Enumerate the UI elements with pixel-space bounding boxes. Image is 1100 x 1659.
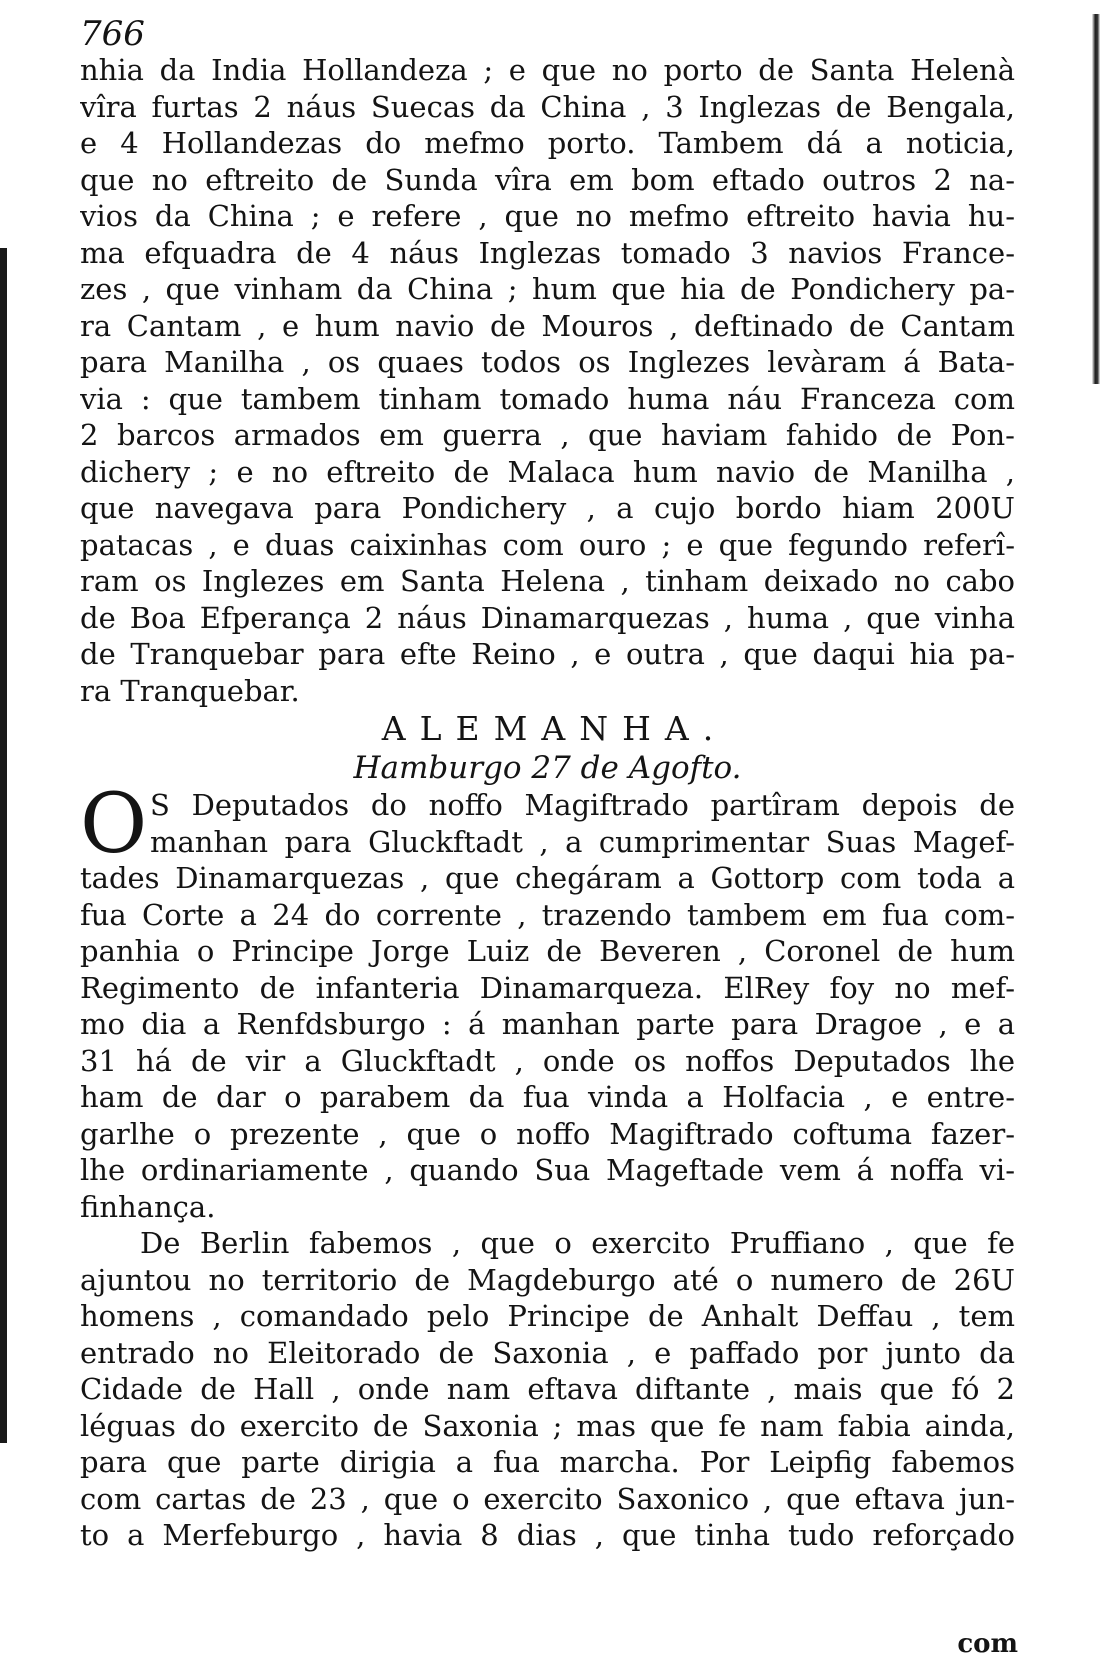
text-line: e 4 Hollandezas do mefmo porto. Tambem dá a noticia, [80,126,1015,160]
paragraph-berlin [80,1225,1015,1554]
paragraph-hamburg [80,777,1015,1225]
text-line: para que parte dirigia a fua marcha. Por Leipfig fabemos [80,1445,1015,1479]
text-line: 31 há de vir a Gluckftadt , onde os noffos Deputados lhe [80,1043,1015,1078]
text-line: ra Tranquebar. [80,673,300,708]
paragraph-news-india [80,52,1015,709]
text-line: que no eftreito de Sunda vîra em bom eftado outros 2 na- [80,162,1015,197]
page-number: 766 [80,14,145,54]
section-dateline: Hamburgo 27 de Agofto. [353,750,742,786]
text-line: ma efquadra de 4 náus Inglezas tomado 3 navios France- [80,235,1015,270]
text-line: entrado no Eleitorado de Saxonia , e paffado por junto da [80,1335,1015,1370]
binding-shadow-left [0,248,7,1443]
text-line: ham de dar o parabem da fua vinda a Holfacia , e entre- [80,1080,1015,1114]
text-line: que navegava para Pondichery , a cujo bordo hiam 200U [80,491,1015,525]
text-line: ajuntou no territorio de Magdeburgo até o numero de 26U [80,1262,1015,1297]
text-line: garlhe o prezente , que o noffo Magiftrado coftuma fazer- [80,1116,1015,1151]
text-line: de Tranquebar para efte Reino , e outra , que daqui hia pa- [80,637,1015,671]
text-line: vios da China ; e refere , que no mefmo eftreito havia hu- [80,199,1015,233]
text-line: nhia da India Hollandeza ; e que no porto de Santa Helenà [80,53,1015,87]
text-line: finhança. [80,1189,216,1224]
drop-cap: O [80,777,148,872]
text-line: mo dia a Renfdsburgo : á manhan parte para Dragoe , e a [80,1007,1015,1041]
text-line: vîra furtas 2 náus Suecas da China , 3 Inglezas de Bengala, [80,89,1015,124]
catchword: com [957,1629,1018,1659]
text-line: fua Corte a 24 do corrente , trazendo tambem em fua com- [80,897,1015,932]
text-line: ram os Inglezes em Santa Helena , tinham deixado no cabo [80,564,1015,598]
text-line: homens , comandado pelo Principe de Anhalt Deffau , tem [80,1299,1015,1333]
text-line: to a Merfeburgo , havia 8 dias , que tinha tudo reforçado [80,1518,1015,1552]
text-line: com cartas de 23 , que o exercito Saxonico , que eftava jun- [80,1481,1015,1516]
text-line: De Berlin fabemos , que o exercito Pruffiano , que fe [140,1226,1015,1260]
text-line: Cidade de Hall , onde nam eftava diftante , mais que fó 2 [80,1372,1015,1406]
text-line: manhan para Gluckftadt , a cumprimentar Suas Magef- [150,824,1015,859]
text-line: lhe ordinariamente , quando Sua Mageftade vem á noffa vi- [80,1153,1015,1187]
text-line: dichery ; e no eftreito de Malaca hum navio de Manilha , [80,454,1015,489]
text-line: panhia o Principe Jorge Luiz de Beveren , Coronel de hum [80,934,1015,968]
text-line: zes , que vinham da China ; hum que hia de Pondichery pa- [80,272,1015,306]
text-line: léguas do exercito de Saxonia ; mas que fe nam fabia ainda, [80,1408,1015,1443]
text-line: 2 barcos armados em guerra , que haviam fahido de Pon- [80,418,1015,452]
text-line: S Deputados do noffo Magiftrado partîram depois de [150,788,1015,822]
text-line: de Boa Efperança 2 náus Dinamarquezas , huma , que vinha [80,600,1015,635]
text-line: para Manilha , os quaes todos os Inglezes levàram á Bata- [80,345,1015,379]
text-line: Regimento de infanteria Dinamarqueza. ElRey foy no mef- [80,970,1015,1005]
text-line: patacas , e duas caixinhas com ouro ; e que fegundo referî- [80,527,1015,562]
text-line: tades Dinamarquezas , que chegáram a Gottorp com toda a [80,861,1015,895]
text-block [80,52,1015,1554]
binding-shadow-right [1092,14,1100,384]
section-heading: ALEMANHA. [381,709,728,748]
text-line: ra Cantam , e hum navio de Mouros , deftinado de Cantam [80,308,1015,343]
text-line: via : que tambem tinham tomado huma náu Franceza com [80,381,1015,416]
